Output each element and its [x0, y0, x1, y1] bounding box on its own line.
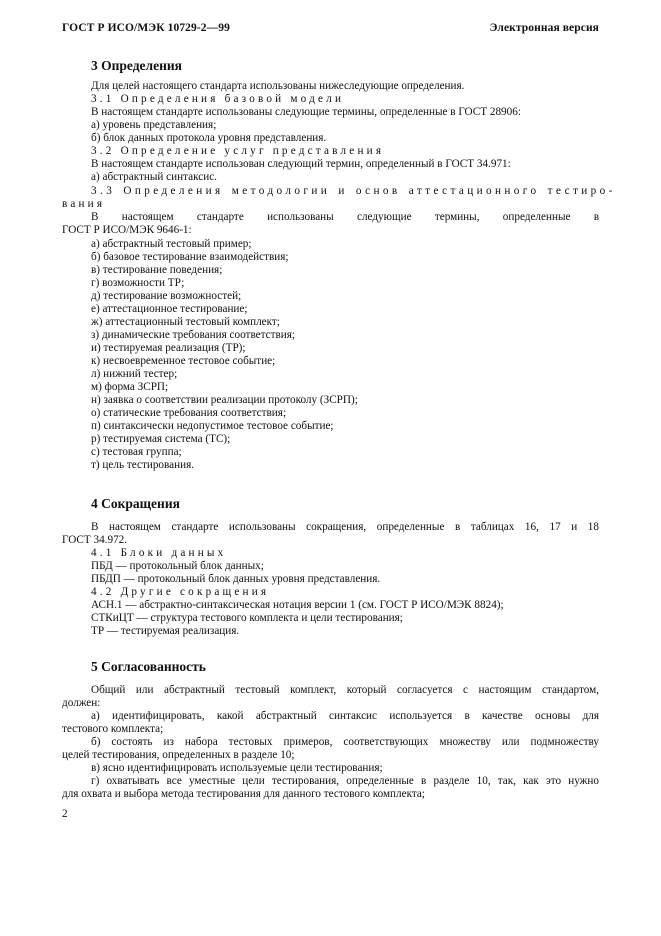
requirement-g-cont: для охвата и выбора метода тестирования для данного тестового комплекта;: [62, 788, 425, 800]
header-edition: Электронная версия: [489, 22, 599, 34]
list-item: в) тестирование поведения;: [91, 264, 223, 276]
requirement-b-cont: целей тестирования, определенных в разделе 10;: [62, 749, 295, 761]
list-item: т) цель тестирования.: [91, 459, 195, 471]
list-item: г) возможности ТР;: [91, 277, 185, 289]
subsection-4-1-title: 4.1 Блоки данных: [91, 547, 227, 559]
subsection-3-3-title-cont: вания: [62, 198, 106, 210]
requirement-g: г) охватывать все уместные цели тестирования, определенные в разделе 10, так, как это нужно: [91, 775, 599, 787]
subsection-4-2-title: 4.2 Другие сокращения: [91, 586, 270, 598]
list-item: н) заявка о соответствии реализации протоколу (ЗСРП);: [91, 394, 358, 406]
list-item: б) блок данных протокола уровня представления.: [91, 132, 327, 144]
requirement-b: б) состоять из набора тестовых примеров, соответствующих множеству или подмножеству: [91, 736, 599, 748]
list-item: д) тестирование возможностей;: [91, 290, 242, 302]
section-4-title: 4 Сокращения: [91, 496, 180, 511]
list-item: ж) аттестационный тестовый комплект;: [91, 316, 280, 328]
subsection-3-3-text-cont: ГОСТ Р ИСО/МЭК 9646-1:: [62, 224, 192, 236]
list-item: ПБДП — протокольный блок данных уровня представления.: [91, 573, 381, 585]
list-item: с) тестовая группа;: [91, 446, 182, 458]
list-item: и) тестируемая реализация (ТР);: [91, 342, 246, 354]
section-5-intro-cont: должен:: [62, 697, 101, 709]
list-item: к) несвоевременное тестовое событие;: [91, 355, 276, 367]
subsection-3-2-title: 3.2 Определение услуг представления: [91, 145, 385, 157]
list-item: п) синтаксически недопустимое тестовое событие;: [91, 420, 334, 432]
list-item: з) динамические требования соответствия;: [91, 329, 296, 341]
list-item: о) статические требования соответствия;: [91, 407, 287, 419]
list-item: б) базовое тестирование взаимодействия;: [91, 251, 289, 263]
header-standard-id: ГОСТ Р ИСО/МЭК 10729-2—99: [62, 22, 230, 34]
subsection-3-3-title: 3.3 Определения методологии и основ аттестационного тестиро-: [91, 185, 616, 197]
list-item: е) аттестационное тестирование;: [91, 303, 248, 315]
list-item: а) уровень представления;: [91, 119, 217, 131]
section-3-title: 3 Определения: [91, 58, 182, 73]
list-item: м) форма ЗСРП;: [91, 381, 169, 393]
list-item: ТР — тестируемая реализация.: [91, 625, 240, 637]
page-number: 2: [62, 808, 68, 820]
requirement-a: а) идентифицировать, какой абстрактный синтаксис используется в качестве основы для: [91, 710, 599, 722]
section-4-text: В настоящем стандарте использованы сокращения, определенные в таблицах 16, 17 и 18: [91, 521, 599, 533]
list-item: СТКиЦТ — структура тестового комплекта и цели тестирования;: [91, 612, 403, 624]
list-item: ПБД — протокольный блок данных;: [91, 560, 264, 572]
list-item: а) абстрактный синтаксис.: [91, 171, 217, 183]
subsection-3-1-title: 3.1 Определения базовой модели: [91, 93, 345, 105]
subsection-3-1-text: В настоящем стандарте использованы следующие термины, определенные в ГОСТ 28906:: [91, 106, 521, 118]
requirement-v: в) ясно идентифицировать используемые цели тестирования;: [91, 762, 383, 774]
list-item: АСН.1 — абстрактно-синтаксическая нотация версии 1 (см. ГОСТ Р ИСО/МЭК 8824);: [91, 599, 504, 611]
section-3-intro: Для целей настоящего стандарта использованы нижеследующие определения.: [91, 80, 465, 92]
list-item: л) нижний тестер;: [91, 368, 178, 380]
list-item: р) тестируемая система (ТС);: [91, 433, 231, 445]
list-item: а) абстрактный тестовый пример;: [91, 238, 252, 250]
subsection-3-3-text: В настоящем стандарте использованы следующие термины, определенные в: [91, 211, 599, 223]
section-4-text-cont: ГОСТ 34.972.: [62, 534, 128, 546]
requirement-a-cont: тестового комплекта;: [62, 723, 164, 735]
subsection-3-2-text: В настоящем стандарте использован следующий термин, определенный в ГОСТ 34.971:: [91, 158, 511, 170]
section-5-intro: Общий или абстрактный тестовый комплект, который согласуется с настоящим стандартом,: [91, 684, 599, 696]
section-5-title: 5 Согласованность: [91, 659, 206, 674]
